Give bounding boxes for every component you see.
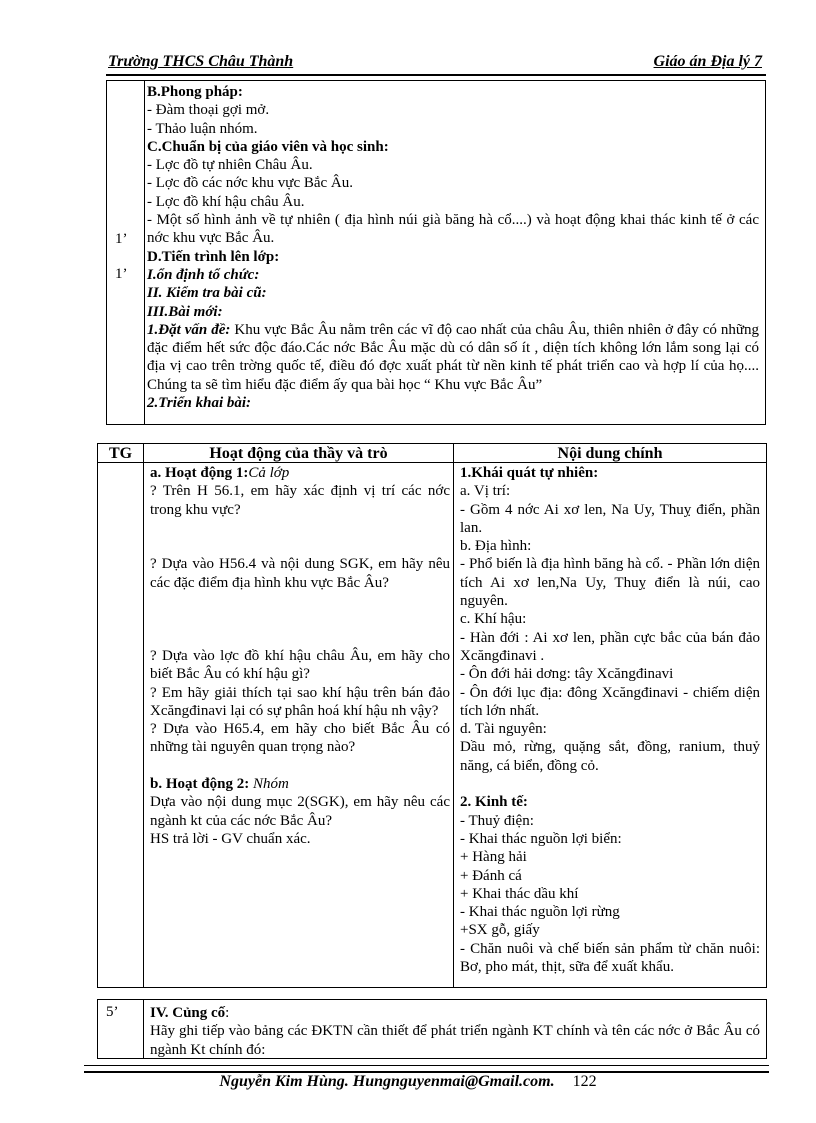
deploy-heading: 2.Triển khai bài:: [147, 395, 252, 412]
lesson-section-table: [106, 80, 766, 425]
intro-paragraph: [147, 321, 759, 394]
content-line: +SX gỗ, giấy: [460, 922, 540, 939]
content-heading: 1.Khái quát tự nhiên:: [460, 465, 599, 481]
content-line: a. Vị trí:: [460, 483, 511, 500]
content-line: - Thuỷ điện:: [460, 812, 534, 829]
lesson-line: - Đàm thoại gợi mở.: [147, 102, 270, 119]
content-heading: 2. Kinh tế:: [460, 794, 528, 811]
activity-block: [150, 464, 450, 519]
content-line: + Khai thác dầu khí: [460, 885, 579, 902]
col-header-activity: Hoạt động của thầy và trò: [209, 445, 388, 462]
lesson-line: - Một số hình ảnh về tự nhiên ( địa hình núi già băng hà cổ....) và hoạt động khai thác kinh tế ở các nớc khu vực Bắc Âu.: [147, 212, 759, 247]
col-header-tg: TG: [108, 445, 133, 462]
lesson-line: II. Kiểm tra bài cũ:: [147, 285, 267, 302]
lesson-line: - Lợc đồ khí hậu châu Âu.: [147, 193, 305, 210]
content-column: [460, 464, 760, 976]
subject-title: Giáo án Địa lý 7: [653, 53, 762, 70]
activity-question: ? Em hãy giải thích tại sao khí hậu trên bán đảo Xcăngđinavi lại có sự phân hoá khí hậu nh vậy?: [150, 684, 450, 719]
page-number: 122: [572, 1073, 597, 1090]
content-line: - Khai thác nguồn lợi biển:: [460, 830, 622, 847]
consolidation-table: [97, 999, 767, 1059]
activity-question: ? Dựa vào H65.4, em hãy cho biết Bắc Âu có những tài nguyên quan trọng nào?: [150, 721, 450, 756]
activity-question: ? Trên H 56.1, em hãy xác định vị trí các nớc trong khu vực?: [150, 483, 450, 518]
content-line: Dầu mỏ, rừng, quặng sắt, đồng, ranium, thuỷ năng, cá biển, đồng cỏ.: [460, 739, 760, 774]
content-block: [460, 464, 760, 775]
activity-mode: Cả lớp: [248, 465, 290, 481]
content-line: - Ôn đới hải dơng: tây Xcăngđinavi: [460, 666, 674, 683]
lesson-line: III.Bài mới:: [147, 303, 223, 320]
time-column: [107, 81, 145, 424]
activity-label: a. Hoạt động 1:: [150, 465, 249, 481]
col-header-content: Nội dung chính: [557, 445, 663, 462]
header-rule: [106, 74, 766, 76]
lesson-line: I.ổn định tổ chức:: [147, 266, 260, 283]
lesson-lines: [147, 83, 759, 321]
activity-table: [97, 443, 767, 988]
content-line: - Hàn đới : Ai xơ len, phần cực bắc của bán đảo Xcăngđinavi .: [460, 629, 760, 664]
lesson-line: B.Phong pháp:: [147, 84, 243, 100]
activity-heading: [150, 775, 450, 793]
lesson-line: - Thảo luận nhóm.: [147, 120, 258, 137]
content-line: b. Địa hình:: [460, 538, 532, 555]
content-line: - Phổ biến là địa hình băng hà cổ. - Phần lớn diện tích Ai xơ len,Na Uy, Thuỵ điển là núi, cao nguyên.: [460, 556, 760, 610]
lesson-content: [147, 83, 759, 412]
school-name: Trường THCS Châu Thành: [108, 53, 294, 70]
page-footer: [0, 1073, 816, 1091]
content-line: d. Tài nguyên:: [460, 721, 547, 738]
lesson-line: C.Chuẩn bị của giáo viên và học sinh:: [147, 138, 389, 155]
column-divider: [143, 444, 144, 987]
content-line: - Khai thác nguồn lợi rừng: [460, 904, 620, 921]
content-line: - Chăn nuôi và chế biến sản phẩm từ chăn nuôi: Bơ, pho mát, thịt, sữa để xuất khẩu.: [460, 940, 760, 976]
time-cell: 1’: [115, 231, 128, 247]
page-header: [106, 50, 766, 74]
intro-text: Khu vực Bắc Âu nằm trên các vĩ độ cao nhất của châu Âu, thiên nhiên ở đây có những đặc điểm hết sức độc đáo.Các nớc Bắc Âu mặc dù có dân số ít , diện tích không lớn lắm song lại có địa vị cao trên trờng quốc tế, điều đó đợc xuất phát từ nền kinh tế phát triển cao và hợp lí của họ.... Chúng ta sẽ tìm hiểu đặc điểm ấy qua bài học “ Khu vực Bắc Âu”: [147, 321, 760, 393]
activity-block: [150, 555, 450, 592]
content-line: + Hàng hải: [460, 849, 527, 866]
activity-block: [150, 775, 450, 848]
time-cell: 5’: [106, 1004, 119, 1020]
consolidation-content: [150, 1004, 760, 1059]
activity-question: Dựa vào nội dung mục 2(SGK), em hãy nêu các ngành kt của các nớc Bắc Âu?: [150, 794, 450, 829]
content-line: - Ôn đới lục địa: đông Xcăngđinavi - chiếm diện tích lớn nhất.: [460, 684, 760, 719]
footer-rule: [84, 1065, 769, 1073]
activity-question: ? Dựa vào H56.4 và nội dung SGK, em hãy nêu các đặc điểm địa hình khu vực Bắc Âu?: [150, 556, 450, 591]
time-cell: 1’: [115, 266, 128, 282]
content-block: [460, 793, 760, 976]
activity-heading: [150, 464, 450, 482]
activity-question: HS trả lời - GV chuẩn xác.: [150, 830, 311, 847]
activity-column: [150, 464, 450, 848]
activity-mode: Nhóm: [249, 776, 289, 793]
content-line: c. Khí hậu:: [460, 611, 527, 628]
consolidation-text: Hãy ghi tiếp vào bảng các ĐKTN cần thiết để phát triển ngành KT chính và tên các nớc ở Bắc Âu có ngành Kt chính đó:: [150, 1023, 760, 1058]
activity-question: ? Dựa vào lợc đồ khí hậu châu Âu, em hãy cho biết Bắc Âu có khí hậu gì?: [150, 647, 450, 683]
column-divider: [453, 444, 454, 987]
activity-block: [150, 647, 450, 757]
consolidation-colon: :: [225, 1005, 230, 1021]
activity-label: b. Hoạt động 2:: [150, 776, 250, 793]
column-divider: [143, 1000, 144, 1058]
author-email: Nguyễn Kim Hùng. Hungnguyenmai@Gmail.com.: [219, 1073, 555, 1090]
content-line: - Gồm 4 nớc Ai xơ len, Na Uy, Thuỵ điển, phần lan.: [460, 501, 760, 536]
lesson-line: - Lợc đồ tự nhiên Châu Âu.: [147, 157, 313, 174]
lesson-line: D.Tiến trình lên lớp:: [147, 248, 280, 265]
consolidation-title: IV. Củng cố: [150, 1005, 226, 1021]
content-line: + Đánh cá: [460, 867, 522, 884]
intro-label: 1.Đặt vấn đề:: [147, 321, 231, 338]
lesson-line: - Lợc đồ các nớc khu vực Bắc Âu.: [147, 175, 354, 192]
